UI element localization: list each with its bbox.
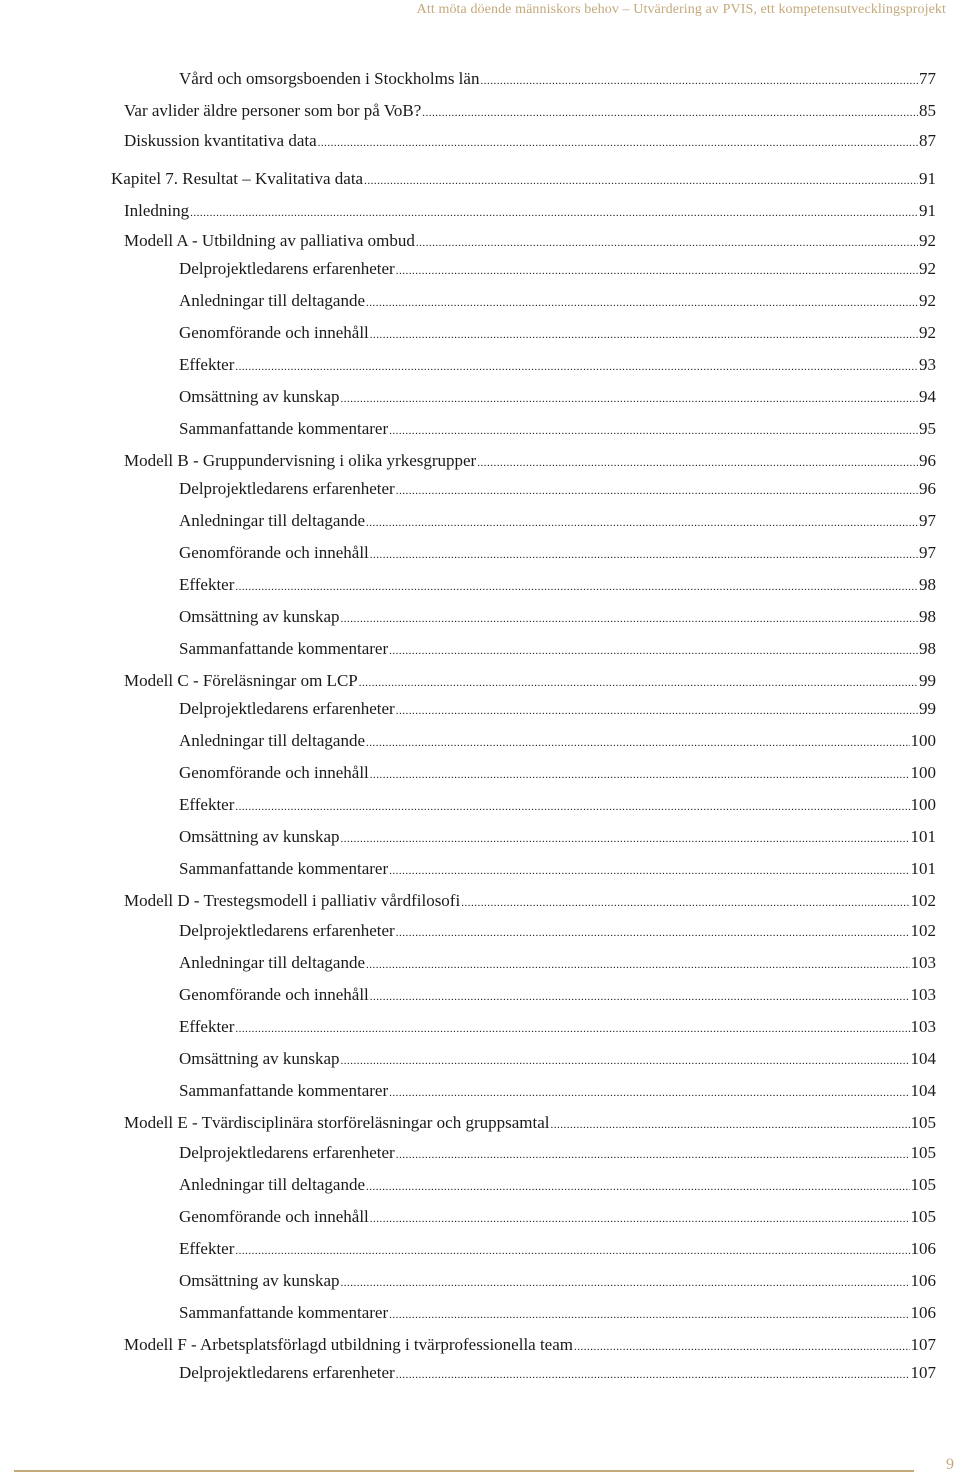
toc-dot-leader <box>422 102 918 124</box>
toc-dot-leader <box>370 324 918 346</box>
toc-entry-page: 77 <box>919 69 936 88</box>
toc-entry-title: Omsättning av kunskap <box>179 1271 340 1290</box>
toc-entry-title: Anledningar till deltagande <box>179 291 365 310</box>
toc-entry-page: 92 <box>919 323 936 342</box>
toc-entry[interactable] <box>179 1174 936 1198</box>
toc-dot-leader <box>574 1336 910 1358</box>
toc-entry-page: 100 <box>910 795 936 814</box>
toc-entry-page: 99 <box>919 699 936 718</box>
toc-dot-leader <box>551 1114 910 1136</box>
toc-entry-page: 98 <box>919 575 936 594</box>
toc-entry[interactable] <box>179 952 936 976</box>
footer-rule <box>14 1470 914 1472</box>
toc-entry[interactable] <box>179 1142 936 1166</box>
toc-entry[interactable] <box>179 858 936 882</box>
toc-entry-page: 106 <box>910 1303 936 1322</box>
page-number: 9 <box>946 1456 954 1473</box>
toc-entry-page: 105 <box>910 1175 936 1194</box>
toc-dot-leader <box>235 356 918 378</box>
toc-entry-page: 101 <box>910 827 936 846</box>
toc-dot-leader <box>370 986 910 1008</box>
toc-entry-page: 104 <box>910 1049 936 1068</box>
toc-entry[interactable] <box>179 258 936 282</box>
toc-dot-leader <box>477 452 918 474</box>
toc-entry-page: 103 <box>910 985 936 1004</box>
toc-dot-leader <box>235 796 909 818</box>
toc-entry-title: Delprojektledarens erfarenheter <box>179 1143 395 1162</box>
toc-entry-page: 104 <box>910 1081 936 1100</box>
toc-entry-title: Modell D - Trestegsmodell i palliativ vårdfilosofi <box>124 891 461 910</box>
toc-entry-page: 102 <box>910 921 936 940</box>
toc-entry-title: Modell C - Föreläsningar om LCP <box>124 671 358 690</box>
toc-entry-title: Genomförande och innehåll <box>179 543 369 562</box>
toc-entry-page: 99 <box>919 671 936 690</box>
toc-entry[interactable] <box>179 290 936 314</box>
toc-entry-title: Delprojektledarens erfarenheter <box>179 259 395 278</box>
toc-dot-leader <box>341 1050 910 1072</box>
toc-dot-leader <box>389 420 918 442</box>
toc-entry-page: 106 <box>910 1271 936 1290</box>
toc-entry-title: Sammanfattande kommentarer <box>179 859 389 878</box>
toc-entry[interactable] <box>124 1334 936 1358</box>
toc-entry-title: Modell F - Arbetsplatsförlagd utbildning i tvärprofessionella team <box>124 1335 573 1354</box>
toc-entry-page: 105 <box>910 1207 936 1226</box>
toc-entry-title: Vård och omsorgsboenden i Stockholms län <box>179 69 480 88</box>
toc-dot-leader <box>364 170 918 192</box>
toc-dot-leader <box>366 732 910 754</box>
toc-entry-title: Kapitel 7. Resultat – Kvalitativa data <box>111 169 364 188</box>
toc-entry-title: Effekter <box>179 795 235 814</box>
running-header: Att möta döende människors behov – Utvärdering av PVIS, ett kompetensutvecklingsprojekt <box>416 2 946 17</box>
toc-entry-page: 100 <box>910 731 936 750</box>
toc-dot-leader <box>396 922 910 944</box>
toc-entry-page: 103 <box>910 953 936 972</box>
toc-entry-title: Var avlider äldre personer som bor på VoB? <box>124 101 422 120</box>
toc-entry[interactable] <box>179 730 936 754</box>
toc-entry-page: 92 <box>919 291 936 310</box>
toc-dot-leader <box>461 892 909 914</box>
toc-entry[interactable] <box>124 230 936 254</box>
toc-entry-page: 87 <box>919 131 936 150</box>
toc-entry-title: Sammanfattande kommentarer <box>179 419 389 438</box>
toc-entry-page: 98 <box>919 607 936 626</box>
toc-entry-page: 92 <box>919 231 936 250</box>
toc-entry[interactable] <box>179 574 936 598</box>
toc-entry-page: 101 <box>910 859 936 878</box>
toc-entry-title: Omsättning av kunskap <box>179 607 340 626</box>
toc-entry-title: Effekter <box>179 1239 235 1258</box>
toc-dot-leader <box>416 232 918 254</box>
toc-entry[interactable] <box>179 1048 936 1072</box>
toc-dot-leader <box>370 1208 910 1230</box>
toc-entry[interactable] <box>179 386 936 410</box>
toc-entry[interactable] <box>111 168 936 192</box>
toc-entry[interactable] <box>179 1302 936 1326</box>
toc-dot-leader <box>396 1364 910 1386</box>
toc-entry-title: Anledningar till deltagande <box>179 953 365 972</box>
toc-entry-title: Sammanfattande kommentarer <box>179 1303 389 1322</box>
toc-entry-title: Delprojektledarens erfarenheter <box>179 699 395 718</box>
toc-entry-page: 94 <box>919 387 936 406</box>
toc-dot-leader <box>396 260 918 282</box>
toc-entry-page: 97 <box>919 511 936 530</box>
toc-dot-leader <box>341 608 918 630</box>
toc-entry[interactable] <box>179 418 936 442</box>
toc-entry[interactable] <box>124 1112 936 1136</box>
toc-entry[interactable] <box>179 322 936 346</box>
toc-entry-title: Delprojektledarens erfarenheter <box>179 1363 395 1382</box>
toc-entry[interactable] <box>124 450 936 474</box>
toc-dot-leader <box>389 1082 909 1104</box>
toc-entry-page: 85 <box>919 101 936 120</box>
toc-entry-page: 95 <box>919 419 936 438</box>
toc-entry-page: 102 <box>910 891 936 910</box>
toc-dot-leader <box>235 1240 909 1262</box>
toc-entry-page: 92 <box>919 259 936 278</box>
toc-entry-title: Modell E - Tvärdisciplinära storföreläsningar och gruppsamtal <box>124 1113 550 1132</box>
toc-dot-leader <box>396 1144 910 1166</box>
toc-entry-title: Effekter <box>179 575 235 594</box>
toc-entry-title: Delprojektledarens erfarenheter <box>179 921 395 940</box>
toc-entry-page: 106 <box>910 1239 936 1258</box>
toc-entry-page: 107 <box>910 1335 936 1354</box>
toc-entry-page: 91 <box>919 169 936 188</box>
toc-dot-leader <box>359 672 918 694</box>
toc-entry-title: Sammanfattande kommentarer <box>179 639 389 658</box>
toc-entry[interactable] <box>124 670 936 694</box>
toc-dot-leader <box>480 70 918 92</box>
toc-entry[interactable] <box>179 478 936 502</box>
toc-dot-leader <box>341 1272 910 1294</box>
toc-dot-leader <box>235 1018 909 1040</box>
toc-entry[interactable] <box>179 1080 936 1104</box>
toc-entry[interactable] <box>179 1206 936 1230</box>
toc-entry[interactable] <box>124 100 936 124</box>
toc-entry-title: Omsättning av kunskap <box>179 1049 340 1068</box>
toc-entry-title: Anledningar till deltagande <box>179 1175 365 1194</box>
toc-entry[interactable] <box>179 354 936 378</box>
toc-dot-leader <box>389 860 909 882</box>
toc-entry[interactable] <box>179 638 936 662</box>
toc-entry-title: Delprojektledarens erfarenheter <box>179 479 395 498</box>
toc-dot-leader <box>396 480 918 502</box>
toc-entry[interactable] <box>179 1270 936 1294</box>
toc-entry-page: 107 <box>910 1363 936 1382</box>
toc-entry-title: Genomförande och innehåll <box>179 1207 369 1226</box>
toc-entry[interactable] <box>179 510 936 534</box>
toc-dot-leader <box>389 1304 909 1326</box>
toc-entry[interactable] <box>179 1016 936 1040</box>
toc-dot-leader <box>366 292 918 314</box>
toc-dot-leader <box>341 828 910 850</box>
toc-dot-leader <box>389 640 918 662</box>
toc-dot-leader <box>366 1176 910 1198</box>
toc-entry-title: Genomförande och innehåll <box>179 323 369 342</box>
toc-entry-title: Effekter <box>179 355 235 374</box>
toc-entry[interactable] <box>179 920 936 944</box>
toc-entry-title: Omsättning av kunskap <box>179 387 340 406</box>
toc-entry-page: 97 <box>919 543 936 562</box>
toc-entry[interactable] <box>179 68 936 92</box>
toc-entry[interactable] <box>179 762 936 786</box>
toc-entry[interactable] <box>179 794 936 818</box>
toc-dot-leader <box>190 202 918 224</box>
toc-entry-title: Diskussion kvantitativa data <box>124 131 317 150</box>
toc-entry-page: 105 <box>910 1143 936 1162</box>
toc-dot-leader <box>370 544 918 566</box>
toc-entry-title: Genomförande och innehåll <box>179 985 369 1004</box>
toc-entry-page: 98 <box>919 639 936 658</box>
toc-entry[interactable] <box>124 200 936 224</box>
toc-entry-title: Genomförande och innehåll <box>179 763 369 782</box>
toc-entry[interactable] <box>179 1362 936 1386</box>
toc-entry[interactable] <box>179 606 936 630</box>
toc-entry[interactable] <box>179 542 936 566</box>
toc-entry-page: 105 <box>910 1113 936 1132</box>
toc-dot-leader <box>318 132 918 154</box>
toc-entry-page: 93 <box>919 355 936 374</box>
toc-entry-page: 100 <box>910 763 936 782</box>
toc-entry-title: Anledningar till deltagande <box>179 731 365 750</box>
toc-entry-title: Sammanfattande kommentarer <box>179 1081 389 1100</box>
toc-entry[interactable] <box>179 1238 936 1262</box>
toc-entry-page: 96 <box>919 479 936 498</box>
toc-entry[interactable] <box>124 130 936 154</box>
toc-entry-title: Effekter <box>179 1017 235 1036</box>
toc-entry-title: Anledningar till deltagande <box>179 511 365 530</box>
toc-dot-leader <box>366 512 918 534</box>
toc-entry-page: 103 <box>910 1017 936 1036</box>
toc-entry[interactable] <box>179 826 936 850</box>
toc-entry-page: 96 <box>919 451 936 470</box>
toc-entry-title: Omsättning av kunskap <box>179 827 340 846</box>
toc-entry-title: Modell A - Utbildning av palliativa ombud <box>124 231 415 250</box>
toc-dot-leader <box>235 576 918 598</box>
toc-dot-leader <box>396 700 918 722</box>
toc-dot-leader <box>366 954 910 976</box>
toc-dot-leader <box>370 764 910 786</box>
toc-entry[interactable] <box>179 698 936 722</box>
toc-entry-title: Inledning <box>124 201 190 220</box>
toc-entry-title: Modell B - Gruppundervisning i olika yrkesgrupper <box>124 451 477 470</box>
toc-dot-leader <box>341 388 918 410</box>
toc-entry-page: 91 <box>919 201 936 220</box>
toc-entry[interactable] <box>179 984 936 1008</box>
toc-entry[interactable] <box>124 890 936 914</box>
